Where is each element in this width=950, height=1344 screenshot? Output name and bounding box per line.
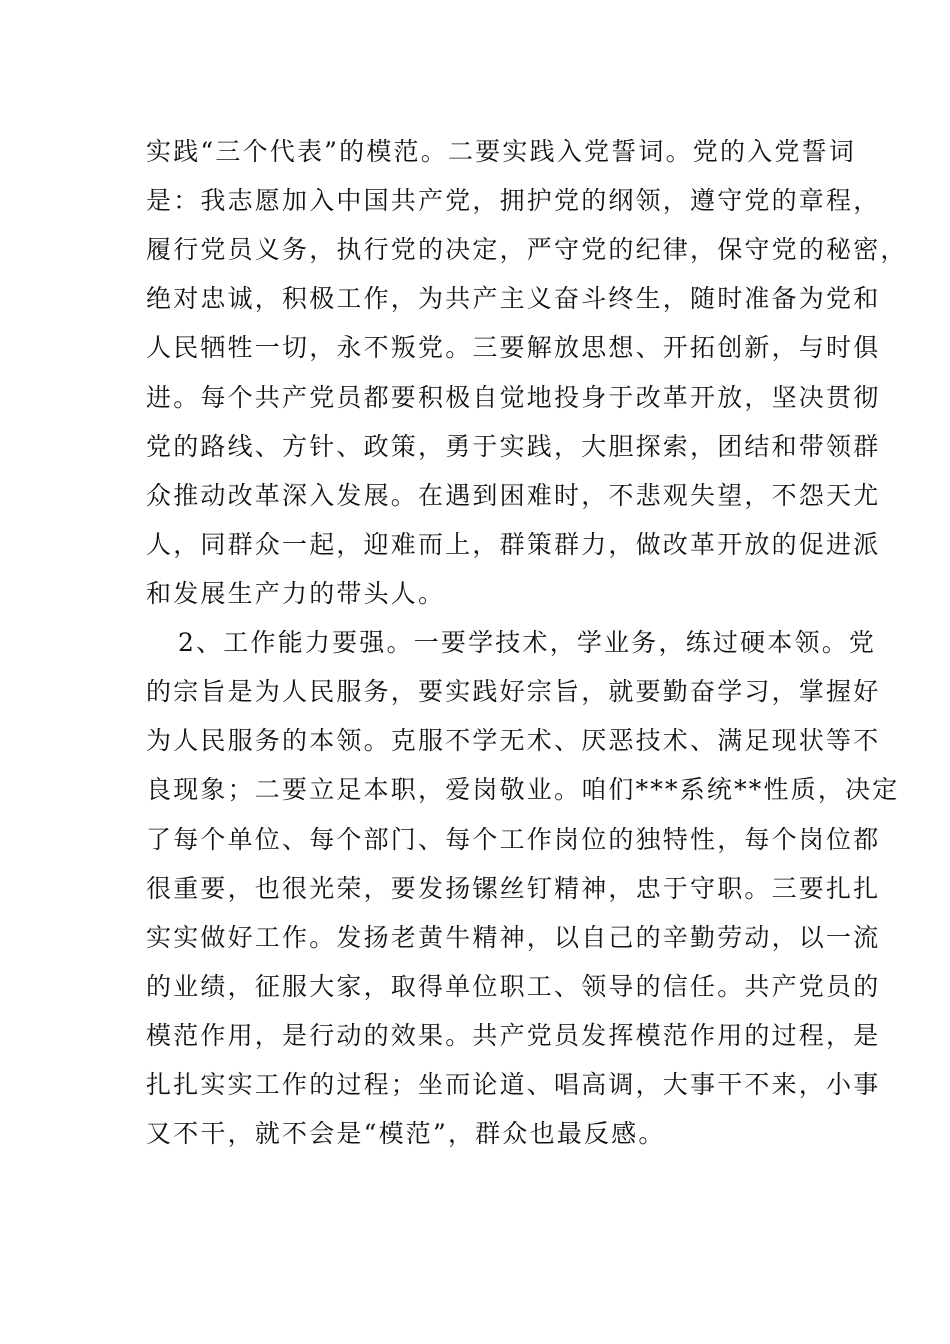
text-line: 履行党员义务，执行党的决定，严守党的纪律，保守党的秘密，	[146, 235, 908, 264]
text-line: 模范作用，是行动的效果。共产党员发挥模范作用的过程，是	[146, 1021, 881, 1050]
paragraph-first-line: 2、工作能力要强。一要学技术，学业务，练过硬本领。党	[178, 628, 877, 657]
text-line: 为人民服务的本领。克服不学无术、厌恶技术、满足现状等不	[146, 726, 881, 755]
text-line: 了每个单位、每个部门、每个工作岗位的独特性，每个岗位都	[146, 825, 881, 854]
text-line: 是：我志愿加入中国共产党，拥护党的纲领，遵守党的章程，	[146, 186, 881, 215]
text-line: 进。每个共产党员都要积极自觉地投身于改革开放，坚决贯彻	[146, 383, 881, 412]
text-line: 很重要，也很光荣，要发扬镙丝钉精神，忠于守职。三要扎扎	[146, 874, 881, 903]
text-line: 的业绩，征服大家，取得单位职工、领导的信任。共产党员的	[146, 972, 881, 1001]
text-line: 人民牺牲一切，永不叛党。三要解放思想、开拓创新，与时俱	[146, 333, 881, 362]
text-line: 实践“三个代表”的模范。二要实践入党誓词。党的入党誓词	[146, 137, 856, 166]
text-line: 的宗旨是为人民服务，要实践好宗旨，就要勤奋学习，掌握好	[146, 677, 881, 706]
text-line: 又不干，就不会是“模范”，群众也最反感。	[146, 1119, 666, 1148]
text-line: 实实做好工作。发扬老黄牛精神，以自己的辛勤劳动，以一流	[146, 923, 881, 952]
text-line: 众推动改革深入发展。在遇到困难时，不悲观失望，不怨天尤	[146, 481, 881, 510]
text-line: 绝对忠诚，积极工作，为共产主义奋斗终生，随时准备为党和	[146, 284, 881, 313]
text-line: 和发展生产力的带头人。	[146, 579, 446, 608]
text-line: 良现象；二要立足本职，爱岗敬业。咱们***系统**性质，决定	[146, 775, 900, 804]
text-line: 党的路线、方针、政策，勇于实践，大胆探索，团结和带领群	[146, 432, 881, 461]
text-line: 扎扎实实工作的过程；坐而论道、唱高调，大事干不来，小事	[146, 1070, 881, 1099]
text-line: 人，同群众一起，迎难而上，群策群力，做改革开放的促进派	[146, 530, 881, 559]
